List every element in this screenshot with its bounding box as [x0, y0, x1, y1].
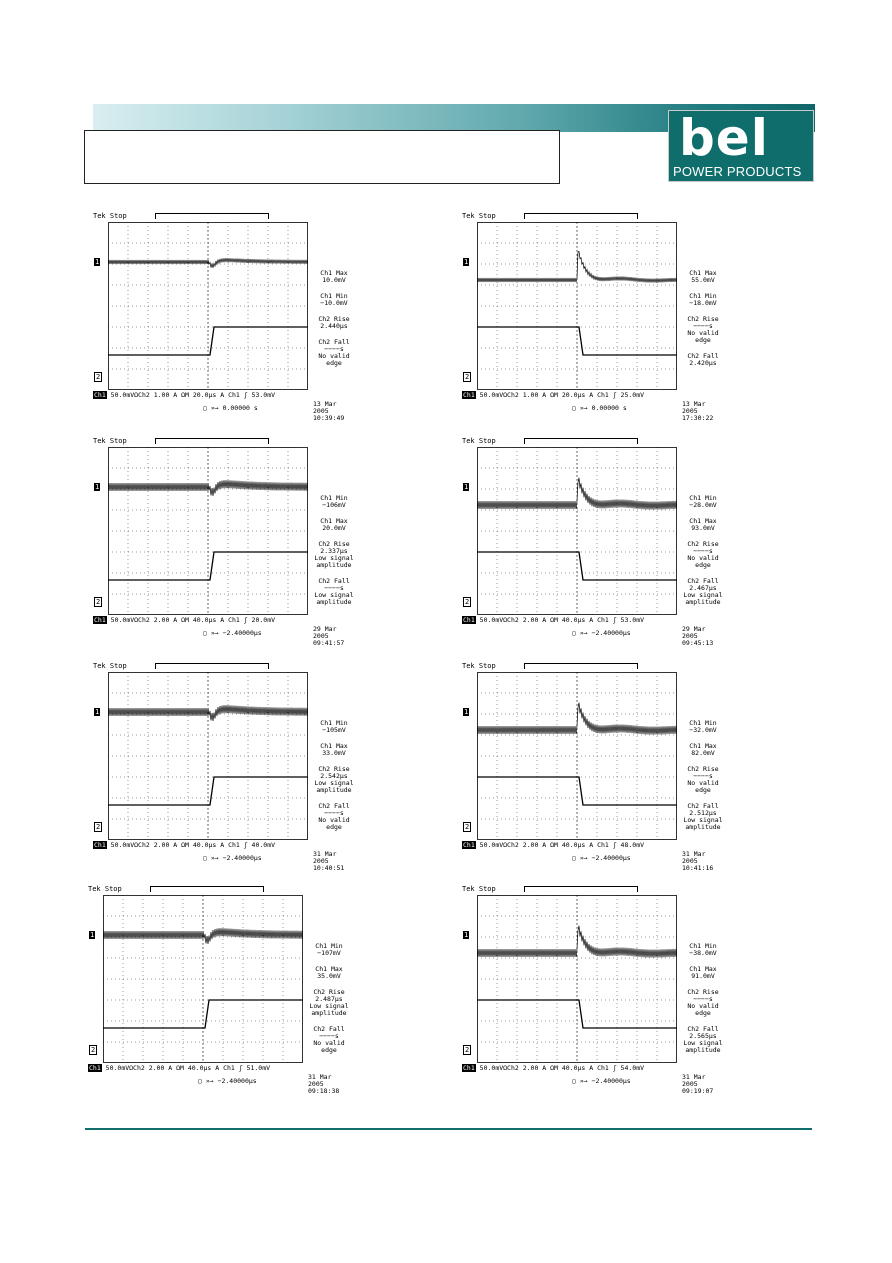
timestamp-line: 13 Mar 2005 [313, 400, 337, 415]
measurement-line: 10.0mV [322, 276, 346, 284]
capture-timestamp [682, 1074, 722, 1095]
measurement-group [682, 270, 724, 284]
measurement-line: 2.420μs [689, 359, 717, 367]
measurement-line: Ch2 Rise [318, 765, 350, 773]
measurement-line: No valid [687, 779, 719, 787]
measurement-line: 2.467μs [689, 584, 717, 592]
cursor-readout: ▢ »→ −2.40000μs [203, 629, 262, 637]
cursor-readout: ▢ »→ −2.40000μs [572, 1077, 631, 1085]
measurement-group [682, 943, 724, 957]
measurement-group [308, 966, 350, 980]
ch2-marker: 2 [96, 598, 101, 606]
measurement-group [313, 743, 355, 757]
measurement-line: Low signal [309, 1002, 349, 1010]
measurement-line: 93.0mV [691, 524, 715, 532]
scope-panel [88, 885, 349, 1095]
ch1-marker: 1 [464, 483, 469, 491]
measurement-group [308, 1026, 350, 1054]
measurement-line: amplitude [685, 823, 721, 831]
measurement-line: edge [695, 561, 711, 569]
ch1-chip: Ch1 [463, 616, 475, 624]
measurement-line: edge [326, 823, 342, 831]
trigger-bar [524, 438, 638, 444]
measurement-group [313, 541, 355, 569]
scope-screen [103, 895, 303, 1063]
measurement-line: Ch1 Min [320, 292, 348, 300]
measurement-line: −107mV [317, 949, 341, 957]
scope-run-status: Tek Stop [93, 212, 127, 220]
cursor-readout: ▢ »→ −2.40000μs [572, 629, 631, 637]
measurement-group [682, 966, 724, 980]
status-settings: 50.0mVΩCh2 1.00 A ΩM 20.0μs A Ch1 ʃ 25.0mV [475, 391, 645, 399]
measurement-group [682, 720, 724, 734]
scope-status-line [88, 1064, 270, 1072]
measurement-group [313, 766, 355, 794]
measurement-line: edge [326, 359, 342, 367]
logo-text: bel [679, 109, 769, 167]
logo-subtitle: POWER PRODUCTS [673, 164, 802, 179]
measurement-line: Ch2 Fall [687, 1025, 719, 1033]
measurement-line: Ch1 Max [320, 517, 348, 525]
measurement-group [682, 578, 724, 606]
measurement-line: Low signal [314, 554, 354, 562]
timestamp-line: 09:45:13 [682, 639, 714, 647]
measurement-group [682, 766, 724, 794]
scope-run-status: Tek Stop [88, 885, 122, 893]
timestamp-line: 09:41:57 [313, 639, 345, 647]
measurement-line: Ch2 Rise [313, 988, 345, 996]
scope-run-status: Tek Stop [462, 885, 496, 893]
measurement-group [682, 293, 724, 307]
measurement-panel [682, 943, 724, 1063]
measurement-line: amplitude [311, 1009, 347, 1017]
scope-panel [462, 437, 723, 647]
timestamp-line: 31 Mar 2005 [308, 1073, 332, 1088]
status-settings: 50.0mVΩCh2 2.00 A ΩM 40.0μs A Ch1 ʃ 51.0mV [101, 1064, 271, 1072]
measurement-line: Ch1 Min [315, 942, 343, 950]
measurement-line: Ch2 Fall [687, 802, 719, 810]
capture-timestamp [313, 626, 353, 647]
ch1-marker: 1 [95, 258, 100, 266]
measurement-line: −105mV [322, 726, 346, 734]
measurement-line: No valid [318, 816, 350, 824]
trigger-bar [155, 438, 269, 444]
ch2-marker: 2 [91, 1046, 96, 1054]
measurement-group [682, 989, 724, 1017]
measurement-line: 2.337μs [320, 547, 348, 555]
ch1-chip: Ch1 [463, 391, 475, 399]
timestamp-line: 31 Mar 2005 [682, 1073, 706, 1088]
measurement-line: −106mV [322, 501, 346, 509]
measurement-panel [682, 270, 724, 376]
measurement-line: Ch1 Min [689, 494, 717, 502]
trigger-bar [150, 886, 264, 892]
timestamp-line: 29 Mar 2005 [682, 625, 706, 640]
ch1-marker: 1 [95, 708, 100, 716]
measurement-line: −−−−s [693, 322, 713, 330]
measurement-line: 82.0mV [691, 749, 715, 757]
measurement-line: −−−−s [693, 547, 713, 555]
measurement-line: No valid [687, 554, 719, 562]
measurement-group [682, 1026, 724, 1054]
ch1-chip: Ch1 [463, 1064, 475, 1072]
measurement-line: 2.565μs [689, 1032, 717, 1040]
scope-panel [462, 662, 723, 872]
ch2-marker: 2 [96, 823, 101, 831]
measurement-line: Ch1 Max [689, 269, 717, 277]
measurement-line: Low signal [683, 591, 723, 599]
timestamp-line: 29 Mar 2005 [313, 625, 337, 640]
measurement-group [682, 803, 724, 831]
measurement-line: amplitude [316, 786, 352, 794]
measurement-group [313, 316, 355, 330]
status-settings: 50.0mVΩCh2 2.00 A ΩM 40.0μs A Ch1 ʃ 40.0mV [106, 841, 276, 849]
measurement-line: amplitude [685, 598, 721, 606]
scope-screen [108, 672, 308, 840]
capture-timestamp [682, 851, 722, 872]
scope-screen [108, 222, 308, 390]
ch1-marker: 1 [95, 483, 100, 491]
scope-panel [462, 212, 722, 422]
measurement-line: −−−−s [324, 584, 344, 592]
timestamp-line: 09:19:07 [682, 1087, 714, 1095]
measurement-line: amplitude [316, 598, 352, 606]
measurement-group [682, 743, 724, 757]
measurement-line: No valid [318, 352, 350, 360]
status-settings: 50.0mVΩCh2 2.00 A ΩM 40.0μs A Ch1 ʃ 48.0mV [475, 841, 645, 849]
measurement-group [308, 943, 350, 957]
scope-run-status: Tek Stop [462, 662, 496, 670]
scope-panel [93, 662, 354, 872]
measurement-line: edge [695, 786, 711, 794]
measurement-line: Ch1 Max [320, 269, 348, 277]
measurement-line: 33.0mV [322, 749, 346, 757]
ch1-chip: Ch1 [94, 391, 106, 399]
ch1-chip: Ch1 [89, 1064, 101, 1072]
measurement-group [682, 541, 724, 569]
ch1-marker: 1 [464, 931, 469, 939]
measurement-group [313, 518, 355, 532]
measurement-line: amplitude [685, 1046, 721, 1054]
measurement-line: −32.0mV [689, 726, 717, 734]
measurement-group [313, 578, 355, 606]
status-settings: 50.0mVΩCh2 1.00 A ΩM 20.0μs A Ch1 ʃ 53.0mV [106, 391, 276, 399]
measurement-panel [313, 720, 355, 840]
measurement-line: −−−−s [324, 809, 344, 817]
measurement-line: Ch2 Fall [687, 352, 719, 360]
measurement-line: 2.440μs [320, 322, 348, 330]
bel-logo [668, 110, 814, 182]
ch2-marker: 2 [465, 823, 470, 831]
measurement-line: Ch1 Max [320, 742, 348, 750]
trigger-bar [524, 213, 638, 219]
scope-status-line [462, 841, 644, 849]
ch1-chip: Ch1 [463, 841, 475, 849]
timestamp-line: 10:39:49 [313, 414, 345, 422]
scope-panel [93, 437, 354, 647]
measurement-line: 2.487μs [315, 995, 343, 1003]
scope-screen [108, 447, 308, 615]
measurement-group [682, 353, 724, 367]
status-settings: 50.0mVΩCh2 2.00 A ΩM 40.0μs A Ch1 ʃ 20.0mV [106, 616, 276, 624]
ch1-marker: 1 [464, 258, 469, 266]
measurement-line: 91.0mV [691, 972, 715, 980]
measurement-line: Ch1 Max [689, 517, 717, 525]
cursor-readout: ▢ »→ −2.40000μs [572, 854, 631, 862]
scope-run-status: Tek Stop [93, 437, 127, 445]
cursor-readout: ▢ »→ 0.00000 s [203, 404, 258, 412]
measurement-panel [313, 495, 355, 615]
scope-screen [477, 222, 677, 390]
trigger-bar [524, 663, 638, 669]
trigger-bar [155, 663, 269, 669]
timestamp-line: 10:40:51 [313, 864, 345, 872]
measurement-line: No valid [687, 1002, 719, 1010]
timestamp-line: 17:30:22 [682, 414, 714, 422]
measurement-line: −−−−s [693, 995, 713, 1003]
scope-screen [477, 447, 677, 615]
footer-rule [85, 1128, 812, 1130]
timestamp-line: 09:18:38 [308, 1087, 340, 1095]
measurement-line: Ch1 Min [320, 719, 348, 727]
scope-status-line [462, 616, 644, 624]
scope-status-line [462, 391, 644, 399]
measurement-line: Ch2 Fall [313, 1025, 345, 1033]
scope-run-status: Tek Stop [93, 662, 127, 670]
measurement-line: Ch1 Max [689, 742, 717, 750]
measurement-line: Ch2 Rise [687, 315, 719, 323]
ch1-marker: 1 [90, 931, 95, 939]
capture-timestamp [682, 401, 722, 422]
measurement-line: −−−−s [319, 1032, 339, 1040]
ch2-marker: 2 [465, 598, 470, 606]
measurement-line: Ch1 Max [315, 965, 343, 973]
measurement-line: −−−−s [324, 345, 344, 353]
measurement-group [682, 518, 724, 532]
measurement-line: edge [321, 1046, 337, 1054]
scope-panel [462, 885, 723, 1095]
measurement-line: 2.542μs [320, 772, 348, 780]
scope-status-line [93, 391, 275, 399]
ch2-marker: 2 [96, 373, 101, 381]
capture-timestamp [308, 1074, 348, 1095]
measurement-group [313, 495, 355, 509]
measurement-line: Ch1 Min [689, 719, 717, 727]
measurement-group [313, 339, 355, 367]
measurement-line: 35.0mV [317, 972, 341, 980]
measurement-line: No valid [687, 329, 719, 337]
measurement-panel [682, 495, 724, 615]
ch1-chip: Ch1 [94, 616, 106, 624]
measurement-panel [308, 943, 350, 1063]
measurement-line: Ch1 Min [689, 292, 717, 300]
scope-status-line [93, 616, 275, 624]
measurement-line: Ch2 Rise [687, 765, 719, 773]
scope-run-status: Tek Stop [462, 437, 496, 445]
measurement-line: −10.0mV [320, 299, 348, 307]
measurement-group [313, 803, 355, 831]
measurement-line: edge [695, 1009, 711, 1017]
measurement-line: 2.512μs [689, 809, 717, 817]
measurement-line: Ch2 Rise [318, 540, 350, 548]
timestamp-line: 13 Mar 2005 [682, 400, 706, 415]
status-settings: 50.0mVΩCh2 2.00 A ΩM 40.0μs A Ch1 ʃ 54.0mV [475, 1064, 645, 1072]
capture-timestamp [682, 626, 722, 647]
scope-status-line [462, 1064, 644, 1072]
measurement-line: Ch1 Min [689, 942, 717, 950]
capture-timestamp [313, 851, 353, 872]
measurement-group [682, 316, 724, 344]
measurement-line: Ch2 Fall [318, 577, 350, 585]
measurement-group [308, 989, 350, 1017]
measurement-line: Ch2 Rise [687, 988, 719, 996]
measurement-line: 55.0mV [691, 276, 715, 284]
measurement-line: Ch2 Fall [687, 577, 719, 585]
measurement-line: 20.0mV [322, 524, 346, 532]
measurement-line: Ch1 Max [689, 965, 717, 973]
status-settings: 50.0mVΩCh2 2.00 A ΩM 40.0μs A Ch1 ʃ 53.0mV [475, 616, 645, 624]
ch1-chip: Ch1 [94, 841, 106, 849]
measurement-line: −18.0mV [689, 299, 717, 307]
measurement-line: edge [695, 336, 711, 344]
measurement-line: No valid [313, 1039, 345, 1047]
measurement-panel [313, 270, 355, 376]
scope-panel [93, 212, 353, 422]
ch2-marker: 2 [465, 1046, 470, 1054]
measurement-line: Ch2 Rise [687, 540, 719, 548]
measurement-line: −28.0mV [689, 501, 717, 509]
timestamp-line: 10:41:16 [682, 864, 714, 872]
measurement-panel [682, 720, 724, 840]
measurement-line: −38.0mV [689, 949, 717, 957]
measurement-line: Low signal [683, 816, 723, 824]
measurement-line: Ch1 Min [320, 494, 348, 502]
measurement-line: Ch2 Rise [318, 315, 350, 323]
cursor-readout: ▢ »→ −2.40000μs [198, 1077, 257, 1085]
scope-screen [477, 672, 677, 840]
measurement-line: Low signal [683, 1039, 723, 1047]
trigger-bar [155, 213, 269, 219]
measurement-line: Low signal [314, 591, 354, 599]
ch2-marker: 2 [465, 373, 470, 381]
measurement-group [313, 270, 355, 284]
scope-status-line [93, 841, 275, 849]
measurement-line: Ch2 Fall [318, 338, 350, 346]
ch1-marker: 1 [464, 708, 469, 716]
timestamp-line: 31 Mar 2005 [682, 850, 706, 865]
title-box [84, 130, 560, 184]
measurement-line: Ch2 Fall [318, 802, 350, 810]
scope-screen [477, 895, 677, 1063]
cursor-readout: ▢ »→ −2.40000μs [203, 854, 262, 862]
measurement-line: amplitude [316, 561, 352, 569]
scope-run-status: Tek Stop [462, 212, 496, 220]
trigger-bar [524, 886, 638, 892]
measurement-line: Low signal [314, 779, 354, 787]
measurement-group [313, 293, 355, 307]
measurement-group [313, 720, 355, 734]
cursor-readout: ▢ »→ 0.00000 s [572, 404, 627, 412]
measurement-line: −−−−s [693, 772, 713, 780]
timestamp-line: 31 Mar 2005 [313, 850, 337, 865]
measurement-group [682, 495, 724, 509]
capture-timestamp [313, 401, 353, 422]
